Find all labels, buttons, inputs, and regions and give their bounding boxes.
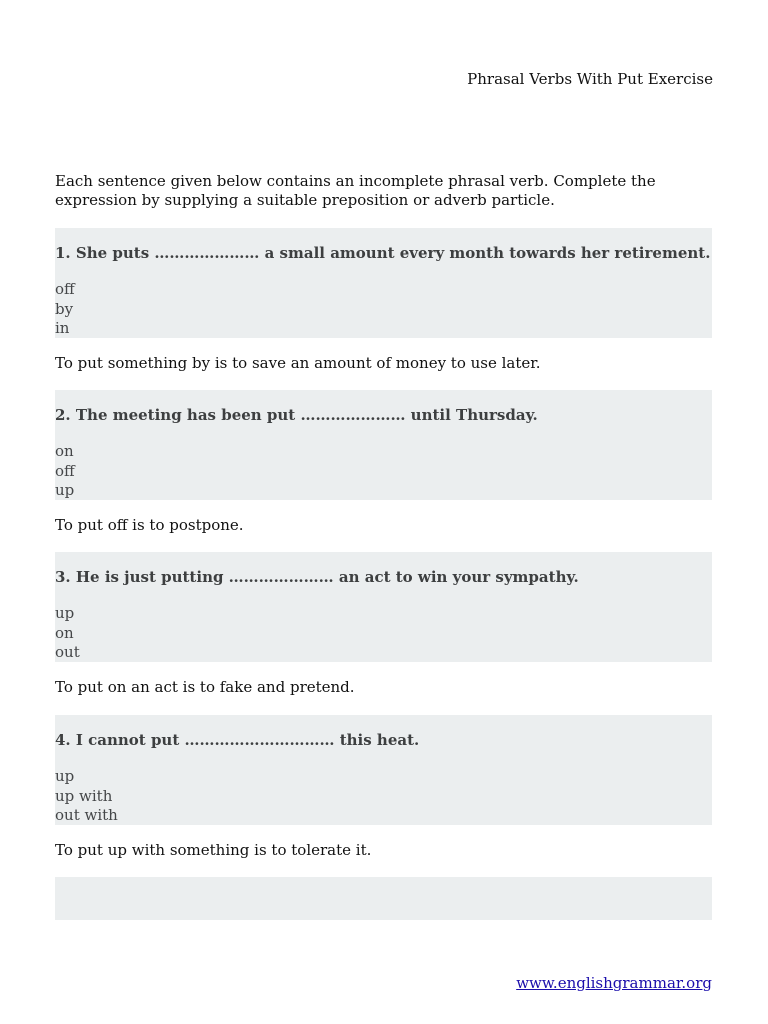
options-list — [55, 280, 75, 339]
option-item[interactable]: out with — [55, 806, 118, 824]
option-item[interactable]: up — [55, 767, 75, 785]
option-item[interactable]: up — [55, 604, 75, 622]
options-list — [55, 442, 75, 501]
question-card-2 — [55, 390, 712, 500]
options-list — [55, 604, 80, 663]
option-item[interactable]: on — [55, 623, 74, 642]
options-list — [55, 767, 118, 826]
option-item[interactable]: off — [55, 280, 75, 298]
question-text: 4. I cannot put ………………………… this heat. — [55, 731, 420, 749]
question-text: 2. The meeting has been put ………………… until Thursday. — [55, 406, 538, 424]
option-item[interactable]: up with — [55, 786, 113, 805]
option-item[interactable]: in — [55, 319, 70, 337]
option-item[interactable]: off — [55, 461, 75, 480]
question-card-1 — [55, 228, 712, 338]
footer-site-link[interactable]: www.englishgrammar.org — [516, 974, 712, 992]
option-item[interactable]: by — [55, 299, 74, 318]
empty-question-card — [55, 877, 712, 920]
option-item[interactable]: out — [55, 643, 80, 661]
instructions: Each sentence given below contains an incomplete phrasal verb. Complete the expression by supplying a suitable preposition or adverb particle. — [55, 172, 656, 209]
page-title: Phrasal Verbs With Put Exercise — [467, 70, 713, 88]
option-item[interactable]: on — [55, 442, 74, 460]
question-text: 3. He is just putting ………………… an act to win your sympathy. — [55, 568, 579, 586]
question-text: 1. She puts ………………… a small amount every month towards her retirement. — [55, 244, 711, 262]
answer-explanation-4: To put up with something is to tolerate it. — [55, 841, 372, 859]
answer-explanation-3: To put on an act is to fake and pretend. — [55, 678, 355, 696]
question-card-3 — [55, 552, 712, 662]
question-card-4 — [55, 715, 712, 825]
answer-explanation-1: To put something by is to save an amount of money to use later. — [55, 354, 541, 372]
option-item[interactable]: up — [55, 481, 75, 499]
answer-explanation-2: To put off is to postpone. — [55, 516, 244, 534]
